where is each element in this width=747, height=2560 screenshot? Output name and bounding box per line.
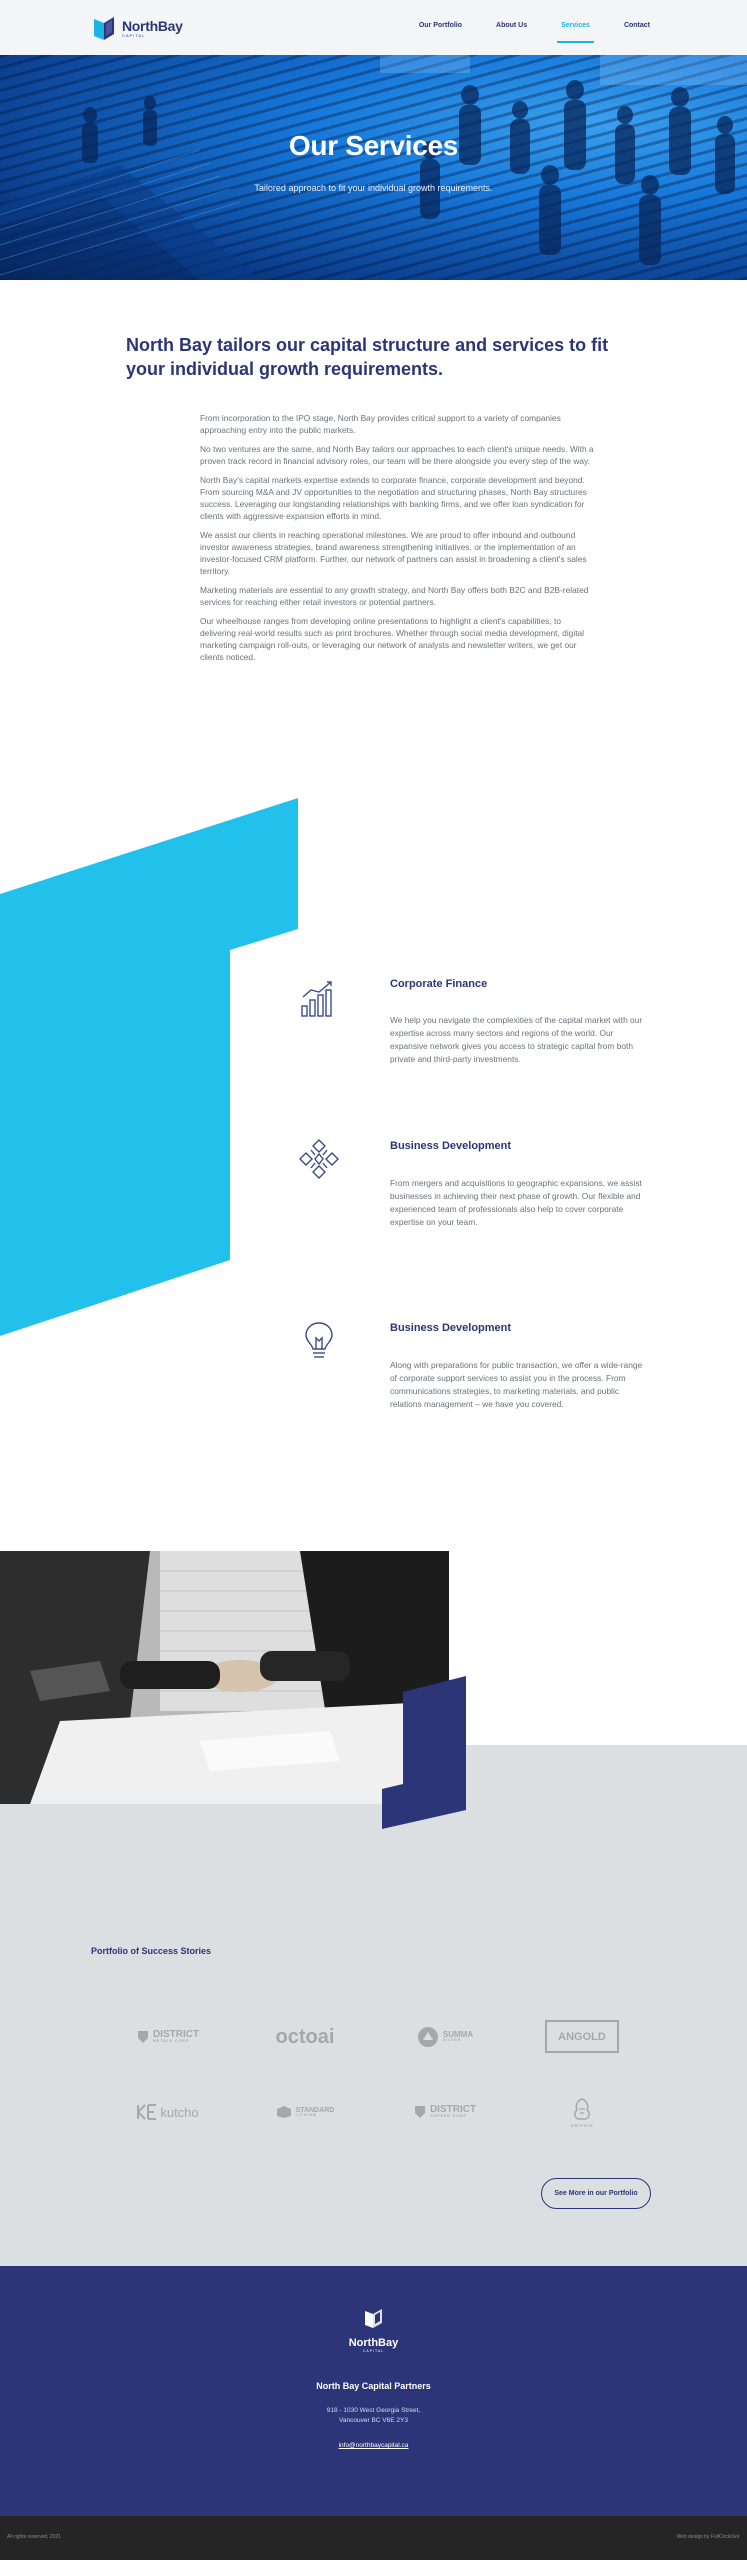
bottom-bar bbox=[0, 2516, 747, 2560]
client-name: GRIFFIN bbox=[570, 2122, 594, 2128]
nav-about-us[interactable]: About Us bbox=[496, 22, 528, 29]
griffin-crest-icon bbox=[569, 2097, 595, 2123]
client-logo-district-metals[interactable] bbox=[128, 2022, 208, 2052]
client-name: DISTRICT bbox=[429, 2104, 477, 2116]
client-name: octoai bbox=[275, 2025, 335, 2048]
address-line-2: Vancouver BC V6E 2Y3 bbox=[339, 2417, 408, 2424]
summa-circle-icon bbox=[417, 2026, 439, 2048]
nav-services[interactable]: Services bbox=[561, 22, 590, 29]
intro-paragraph: Our wheelhouse ranges from developing online presentations to highlight a client's capabilities, to delivering real-world results such as print brochures. Whether through social media development, digital marketing campaign roll-outs, or leveraging our network of analysts and newsletter writers, we get our clients noticed. bbox=[200, 616, 585, 662]
footer-logo[interactable] bbox=[0, 2308, 747, 2353]
client-sub: LITHIUM bbox=[295, 2112, 317, 2117]
hero-subtitle: Tailored approach to fit your individual growth requirements. bbox=[254, 183, 493, 193]
client-sub: SILVER bbox=[442, 2038, 462, 2043]
footer-address bbox=[0, 2406, 747, 2426]
client-name: STANDARD bbox=[295, 2106, 335, 2114]
service-title-business-development: Business Development bbox=[390, 1322, 512, 1334]
logo-name: NorthBay bbox=[122, 17, 183, 34]
footer-email-link[interactable]: info@northbaycapital.ca bbox=[338, 2442, 409, 2449]
web-design-credit-link[interactable]: Web design by FullCircleSol bbox=[676, 2534, 739, 2540]
service-title-business-development: Business Development bbox=[390, 1140, 512, 1152]
district-shield-icon bbox=[137, 2030, 149, 2044]
client-logo-district-copper[interactable] bbox=[405, 2097, 485, 2127]
client-sub: METALS CORP bbox=[152, 2039, 190, 2044]
intro-paragraph: From incorporation to the IPO stage, North Bay provides critical support to a variety of companies approaching entry into the public markets. bbox=[200, 413, 561, 435]
hero-title: Our Services bbox=[288, 130, 459, 161]
standard-cube-icon bbox=[276, 2105, 292, 2119]
kutcho-ke-icon bbox=[137, 2104, 157, 2120]
client-logo-kutcho[interactable] bbox=[128, 2097, 208, 2127]
service-description: From mergers and acquisitions to geographic expansions, we assist businesses in achieving their next phase of growth. Our flexible and experienced team of professionals also help to cover corporate expertise on your team. bbox=[390, 1178, 642, 1227]
client-logo-summa-silver[interactable] bbox=[405, 2022, 485, 2052]
client-name: DISTRICT bbox=[152, 2029, 200, 2041]
copyright-text: All rights reserved, 2021 bbox=[7, 2534, 61, 2540]
client-logo-octoai[interactable] bbox=[265, 2022, 345, 2052]
footer-logo-sub: CAPITAL bbox=[362, 2349, 385, 2353]
intro-paragraph: We assist our clients in reaching operational milestones. We are proud to offer inbound and outbound investor awareness strategies, brand awareness strengthening initiatives, or the implementation of an investor-focused CRM platform. Further, our network of partners can assist in broadening a client's sales territory. bbox=[200, 530, 587, 576]
see-more-portfolio-button[interactable]: See More in our Portfolio bbox=[541, 2178, 651, 2209]
intro-paragraph: No two ventures are the same, and North Bay tailors our approaches to each client's unique needs. With a proven track record in financial advisory roles, our team will be there alongside you every step of the way. bbox=[200, 444, 594, 466]
service-description: Along with preparations for public transaction, we offer a wide-range of corporate support services to assist you in the process. From communications strategies, to marketing materials, and public relations management – we have you covered. bbox=[390, 1360, 643, 1409]
district-shield-icon bbox=[414, 2105, 426, 2119]
client-sub: COPPER CORP bbox=[429, 2114, 467, 2119]
footer-logo-name: NorthBay bbox=[348, 2337, 399, 2349]
northbay-logo-icon bbox=[363, 2308, 385, 2330]
service-description: We help you navigate the complexities of the capital market with our expertise across many sectors and regions of the world. Our expansive network gives you access to strategic capital from both private and third-party investments. bbox=[390, 1015, 643, 1064]
client-name: SUMMA bbox=[442, 2030, 474, 2040]
footer-company-name: North Bay Capital Partners bbox=[316, 2381, 431, 2391]
client-logo-angold[interactable] bbox=[545, 2020, 619, 2053]
client-logo-standard-lithium[interactable] bbox=[265, 2097, 345, 2127]
address-line-1: 918 - 1030 West Georgia Street, bbox=[326, 2407, 421, 2414]
client-name: kutcho bbox=[160, 2104, 199, 2120]
intro-paragraph: North Bay's capital markets expertise extends to corporate finance, corporate development and beyond. From sourcing M&A and JV opportunities to the negotiation and structuring phases, North Bay structures success. Leveraging our longstanding relationships with banking firms, and we offer loan syndication for clients with aggressive expansion efforts in mind. bbox=[200, 475, 587, 521]
service-title-corporate-finance: Corporate Finance bbox=[390, 978, 488, 990]
intro-paragraph: Marketing materials are essential to any growth strategy, and North Bay offers both B2C and B2B-related services for reaching either retail investors or potential partners. bbox=[200, 585, 589, 607]
logo-sub: CAPITAL bbox=[122, 32, 146, 38]
site-footer bbox=[0, 2266, 747, 2516]
client-name: ANGOLD bbox=[558, 2030, 606, 2043]
intro-heading: North Bay tailors our capital structure and services to fit your individual growth requirements. bbox=[126, 335, 609, 379]
client-logo-griffin[interactable] bbox=[545, 2092, 619, 2132]
nav-our-portfolio[interactable]: Our Portfolio bbox=[418, 22, 463, 29]
nav-contact[interactable]: Contact bbox=[623, 22, 650, 29]
portfolio-title: Portfolio of Success Stories bbox=[91, 1946, 212, 1956]
